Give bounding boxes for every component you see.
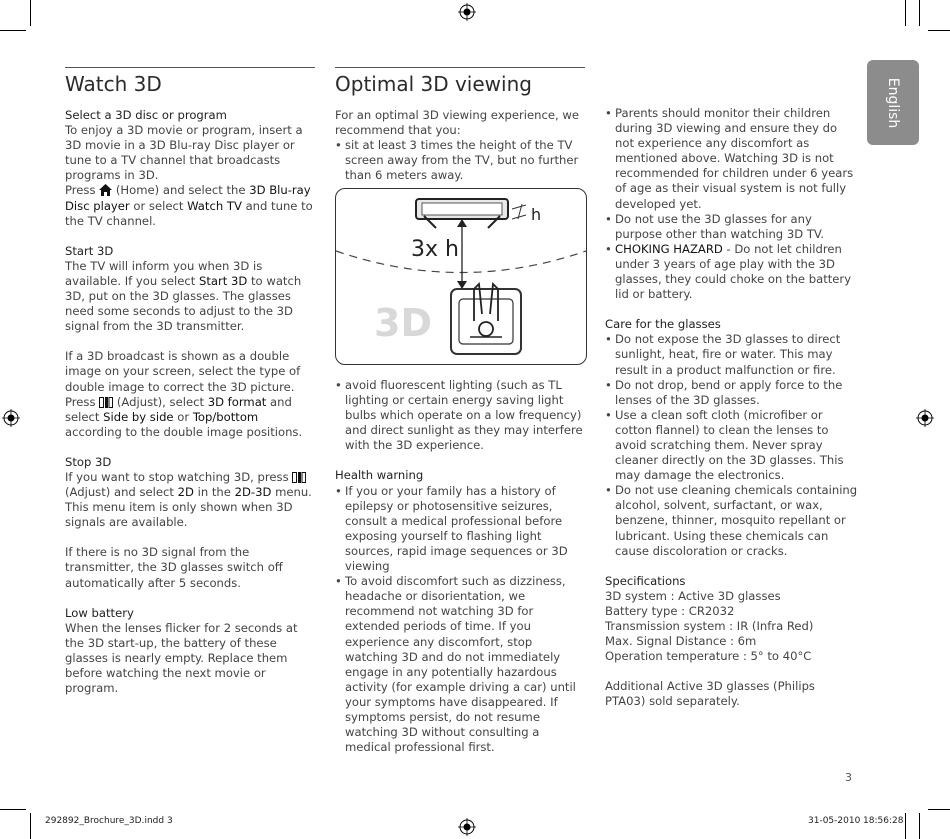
crop-mark	[905, 0, 906, 26]
spec-transmission: Transmission system : IR (Infra Red)	[605, 619, 814, 633]
press-text: Press	[65, 183, 96, 198]
additional-glasses: Additional Active 3D glasses (Philips PTA03) sold separately.	[605, 679, 815, 709]
purpose-bullet: • Do not use the 3D glasses for any purpose other than watching 3D TV.	[605, 212, 858, 242]
language-tab-label: English	[885, 77, 901, 128]
crop-mark	[30, 0, 31, 26]
broadcast-text-a: If a 3D broadcast is shown as a double image on your screen, select the type of double image to correct the 3D picture. Press	[65, 349, 301, 409]
select-heading: Select a 3D disc or program	[65, 108, 227, 122]
crop-mark	[928, 809, 950, 810]
care-bullet-2: • Do not drop, bend or apply force to the lenses of the 3D glasses.	[605, 378, 858, 408]
and-select-text: and select	[65, 394, 292, 424]
battery-heading: Low battery	[65, 605, 134, 620]
health-heading: Health warning	[335, 468, 424, 483]
spec-3d-system: 3D system : Active 3D glasses	[605, 588, 781, 603]
select-paragraph	[65, 123, 317, 229]
stop-text-a: If you want to stop watching 3D, press	[65, 469, 289, 484]
care-heading: Care for the glasses	[605, 317, 721, 332]
start-heading: Start 3D	[65, 243, 114, 258]
parents-bullet: • Parents should monitor their children during 3D viewing and ensure they do not experience any discomfort as mentioned above. Watching 3D is not recommended for children under 6 years of age as their visual system is not fully developed yet.	[605, 106, 858, 212]
crop-mark	[905, 813, 906, 839]
title-rule	[335, 67, 585, 68]
viewing-distance-figure	[335, 188, 587, 365]
crop-mark	[30, 813, 31, 839]
specifications-heading: Specifications	[605, 573, 686, 588]
top-bottom-option: Top/bottom	[192, 409, 259, 424]
distance-label: 3x h	[411, 237, 459, 262]
registration-mark-icon	[458, 818, 476, 836]
crop-mark	[0, 809, 26, 810]
stop-text-b: menu. This menu item is only shown when 3D signals are available.	[65, 485, 312, 530]
2d-3d-menu: 2D-3D	[234, 485, 272, 500]
watch-3d-title: Watch 3D	[65, 72, 162, 96]
start-paragraph	[65, 259, 317, 334]
choking-bullet	[605, 242, 858, 302]
watch-3d-column	[65, 108, 317, 696]
broadcast-text-b: according to the double image positions.	[65, 424, 303, 439]
adjust-text: (Adjust), select	[116, 394, 204, 409]
2d-option: 2D	[177, 485, 194, 500]
bluray-option: 3D Blu-ray Disc player	[65, 183, 311, 213]
registration-mark-icon	[916, 409, 934, 427]
care-bullet-4: • Do not use cleaning chemicals containing alcohol, solvent, surfactant, or wax, benzene, thinner, mosquito repellant or lubricant. Using these chemicals can cause discoloration or cracks.	[605, 483, 858, 558]
choking-text: - Do not let children under 3 years of age play with the 3D glasses, they could choke on the battery lid or battery.	[615, 241, 852, 302]
home-icon	[99, 184, 112, 196]
home-text: (Home) and select the	[115, 183, 246, 198]
care-bullet-1: • Do not expose the 3D glasses to direct sunlight, heat, fire or water. This may result in a product malfunction or fire.	[605, 332, 858, 377]
in-the-text: in the	[197, 485, 231, 500]
registration-mark-icon	[458, 3, 476, 21]
footer-file: 292892_Brochure_3D.indd 3	[45, 816, 173, 826]
page-number: 3	[845, 771, 852, 784]
care-bullet-3: • Use a clean soft cloth (microfiber or cotton flannel) to clean the lenses to avoid scratching them. Never spray cleaner directly on the 3D glasses. This may damage the electronics.	[605, 408, 858, 483]
watch-tv-option: Watch TV	[187, 198, 242, 213]
spec-distance: Max. Signal Distance : 6m	[605, 634, 757, 649]
height-label: h	[531, 205, 542, 224]
or-text: or	[177, 409, 190, 424]
start-3d-option: Start 3D	[199, 273, 248, 288]
choking-hazard-label: CHOKING HAZARD	[615, 241, 723, 256]
spec-battery: Battery type : CR2032	[605, 603, 735, 618]
stop-paragraph	[65, 470, 317, 530]
optimal-viewing-column	[335, 108, 587, 183]
sit-distance-bullet: • sit at least 3 times the height of the TV screen away from the TV, but no further than 6 meters away.	[335, 138, 587, 183]
discomfort-bullet: • To avoid discomfort such as dizziness, headache or disorientation, we recommend not watching 3D for extended periods of time. If you experience any discomfort, stop watching 3D and do not immediately engage in any potentially hazardous activity (for example driving a car) until your symptoms have disappeared. If symptoms persist, do not resume watching 3D without consulting a medical professional first.	[335, 574, 587, 755]
or-select-text: or select	[133, 198, 184, 213]
safety-column	[605, 106, 858, 709]
no-signal-paragraph: If there is no 3D signal from the transmitter, the 3D glasses switch off automatically after 5 seconds.	[65, 545, 283, 590]
spec-temperature: Operation temperature : 5° to 40°C	[605, 649, 812, 664]
adjust-icon	[99, 397, 113, 408]
3d-format-option: 3D format	[207, 394, 267, 409]
crop-mark	[919, 813, 920, 839]
side-by-side-option: Side by side	[103, 409, 174, 424]
registration-mark-icon	[2, 409, 20, 427]
footer-date: 31-05-2010	[808, 816, 861, 826]
adjust-select-text: (Adjust) and select	[65, 485, 174, 500]
intro-paragraph: For an optimal 3D viewing experience, we recommend that you:	[335, 108, 580, 138]
footer-time: 18:56:28	[863, 816, 904, 826]
crop-mark	[928, 30, 950, 31]
adjust-icon	[292, 472, 306, 483]
title-rule	[65, 67, 315, 68]
optimal-viewing-column-continued	[335, 378, 587, 755]
3d-watermark: 3D	[374, 301, 432, 345]
crop-mark	[919, 0, 920, 26]
tune-text: and tune to the TV channel.	[65, 198, 313, 228]
battery-paragraph: When the lenses flicker for 2 seconds at the 3D start-up, the battery of these glasses is nearly empty. Replace them before watching the next movie or program.	[65, 620, 298, 696]
crop-mark	[0, 30, 26, 31]
lighting-bullet: • avoid fluorescent lighting (such as TL lighting or certain energy saving light bulbs which operate on a low frequency) and direct sunlight as they may interfere with the 3D experience.	[335, 378, 587, 453]
epilepsy-bullet: • If you or your family has a history of epilepsy or photosensitive seizures, consult a medical professional before exposing yourself to flashing light sources, rapid image sequences or 3D viewing	[335, 484, 587, 575]
optimal-viewing-title: Optimal 3D viewing	[335, 72, 532, 96]
stop-heading: Stop 3D	[65, 454, 112, 469]
select-text: To enjoy a 3D movie or program, insert a 3D movie in a 3D Blu-ray Disc player or tune to a TV channel that broadcasts programs in 3D.	[65, 123, 303, 183]
start-text-a: The TV will inform you when 3D is available. If you select	[65, 258, 263, 288]
broadcast-paragraph	[65, 349, 317, 440]
start-text-b: to watch 3D, put on the 3D glasses. The glasses need some seconds to adjust to the 3D signal from the 3D transmitter.	[65, 273, 302, 334]
language-tab	[867, 60, 919, 145]
